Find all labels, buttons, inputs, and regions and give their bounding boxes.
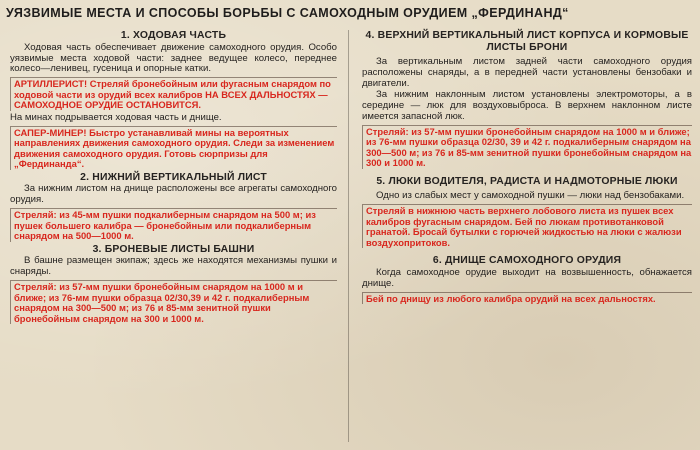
- section-6-instruction: Бей по днищу из любого калибра орудий на всех дальностях.: [362, 292, 692, 305]
- section-3-instruction: Стреляй: из 57-мм пушки бронебойным снарядом на 1000 м и ближе; из 76-мм пушки образца 02/30,39 и 42 г. подкалиберным снарядом на 300—500 м; из 76 и 85-мм зенитной пушки бронебойным снарядом на 300 и 1000 м.: [10, 280, 337, 324]
- section-1-text-mines: На минах подрывается ходовая часть и днище.: [10, 111, 222, 123]
- section-3-text: В башне размещен экипаж; здесь же находятся механизмы пушки и снаряды.: [10, 255, 337, 278]
- section-4-heading: 4. ВЕРХНИЙ ВЕРТИКАЛЬНЫЙ ЛИСТ КОРПУСА И КОРМОВЫЕ ЛИСТЫ БРОНИ: [365, 30, 689, 53]
- section-3-heading: 3. БРОНЕВЫЕ ЛИСТЫ БАШНИ: [92, 243, 255, 255]
- section-1-instruction-sapper: САПЕР-МИНЕР! Быстро устанавливай мины на вероятных направлениях движения самоходного орудия. Следи за изменением движения самоходного орудия. Готовь сюрпризы для „Фердинанда“.: [10, 126, 337, 170]
- right-column: [362, 28, 692, 446]
- section-4-text-2: За нижним наклонным листом установлены электромоторы, а в середине — люк для воздуховыброса. В верхнем наклонном листе имеется запасной люк.: [362, 88, 692, 122]
- page-title: УЯЗВИМЫЕ МЕСТА И СПОСОБЫ БОРЬБЫ С САМОХОДНЫМ ОРУДИЕМ „ФЕРДИНАНД“: [6, 6, 569, 20]
- section-6-heading: 6. ДНИЩЕ САМОХОДНОГО ОРУДИЯ: [432, 255, 622, 267]
- section-2-instruction: Стреляй: из 45-мм пушки подкалиберным снарядом на 500 м; из пушек большего калибра — бронебойным или подкалиберным снарядом на 500—1000 м.: [10, 208, 337, 242]
- section-4-text-1: За вертикальным листом задней части самоходного орудия расположены снаряды, а в передней части установлены бензобаки и двигатели.: [362, 56, 692, 89]
- section-6-text: Когда самоходное орудие выходит на возвышенность, обнажается днище.: [362, 266, 692, 289]
- left-column: [10, 28, 337, 446]
- section-2-heading: 2. НИЖНИЙ ВЕРТИКАЛЬНЫЙ ЛИСТ: [80, 171, 267, 183]
- section-1-instruction-artillery: АРТИЛЛЕРИСТ! Стреляй бронебойным или фугасным снарядом по ходовой части из орудий всех калибров НА ВСЕХ ДАЛЬНОСТЯХ — САМОХОДНОЕ ОРУДИЕ ОСТАНОВИТСЯ.: [10, 77, 337, 111]
- section-1-heading: 1. ХОДОВАЯ ЧАСТЬ: [120, 30, 227, 41]
- section-4-instruction: Стреляй: из 57-мм пушки бронебойным снарядом на 1000 м и ближе; из 76-мм пушки образца 02/30, 39 и 42 г. подкалиберным снарядом на 300—500 м; из 76 и 85-мм зенитной пушки бронебойным снарядом на 300 и 1000 м.: [362, 125, 692, 169]
- section-5-instruction: Стреляй в нижнюю часть верхнего лобового листа из пушек всех калибров фугасным снарядом. Бей по люкам противотанковой гранатой. Бросай бутылки с горючей жидкостью на люки с жалюзи воздухопритоков.: [362, 204, 692, 248]
- column-divider: [348, 30, 349, 442]
- section-5-text: Одно из слабых мест у самоходной пушки — люки над бензобаками.: [376, 190, 685, 202]
- section-2-text: За нижним листом на днище расположены все агрегаты самоходного орудия.: [10, 183, 337, 206]
- section-5-heading: 5. ЛЮКИ ВОДИТЕЛЯ, РАДИСТА И НАДМОТОРНЫЕ ЛЮКИ: [376, 175, 678, 187]
- section-1-text: Ходовая часть обеспечивает движение самоходного орудия. Особо уязвимые места ходовой части: заднее ведущее колесо, переднее колесо—ленивец, гусеница и опорные катки.: [10, 41, 337, 75]
